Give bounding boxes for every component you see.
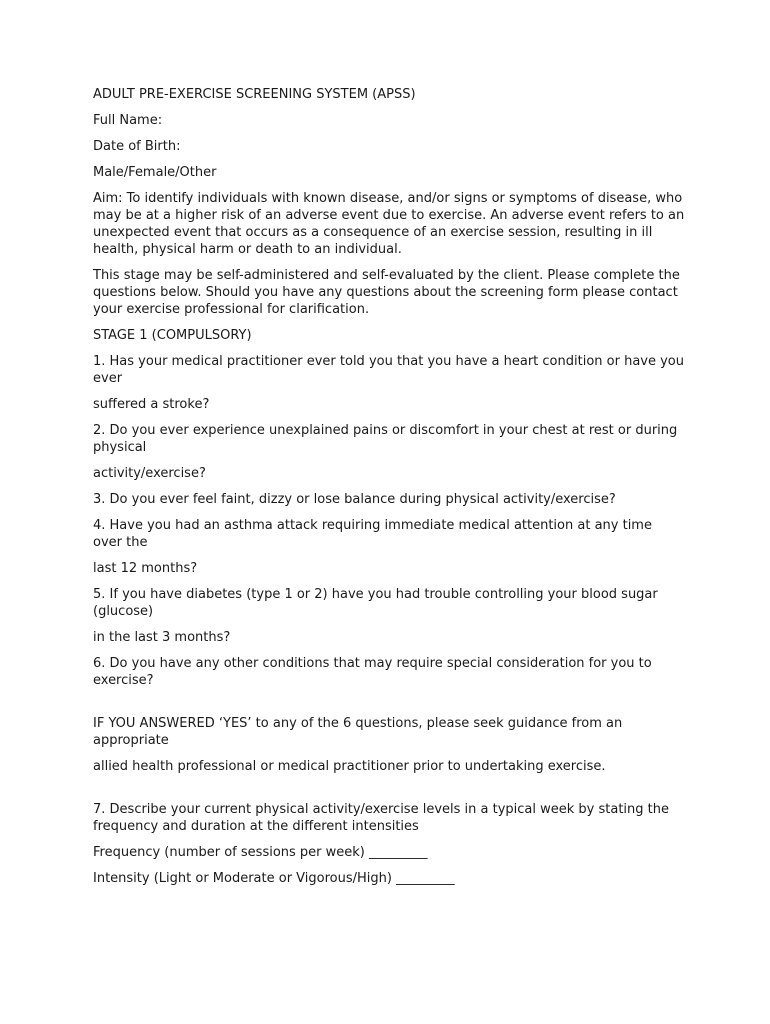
gender-label: Male/Female/Other	[93, 165, 217, 180]
spacer	[93, 698, 685, 715]
question-7: 7. Describe your current physical activity/exercise levels in a typical week by stating the frequency and duration at the different intensities	[93, 802, 669, 834]
question-2-continued: activity/exercise?	[93, 466, 206, 481]
document-page	[93, 86, 685, 896]
yes-notice-continued: allied health professional or medical practitioner prior to undertaking exercise.	[93, 759, 606, 774]
question-1: 1. Has your medical practitioner ever told you that you have a heart condition or have you ever	[93, 354, 684, 386]
aim-paragraph: Aim: To identify individuals with known disease, and/or signs or symptoms of disease, who may be at a higher risk of an adverse event due to exercise. An adverse event refers to an unexpected event that occurs as a consequence of an exercise session, resulting in ill health, physical harm or death to an individual.	[93, 191, 685, 257]
dob-label: Date of Birth:	[93, 139, 181, 154]
question-1-continued: suffered a stroke?	[93, 397, 210, 412]
question-4: 4. Have you had an asthma attack requiring immediate medical attention at any time over the	[93, 518, 652, 550]
spacer	[93, 784, 685, 801]
intro-paragraph: This stage may be self-administered and self-evaluated by the client. Please complete the questions below. Should you have any questions about the screening form please contact your exercise professional for clarification.	[93, 268, 680, 317]
full-name-label: Full Name:	[93, 113, 163, 128]
yes-notice: IF YOU ANSWERED ‘YES’ to any of the 6 questions, please seek guidance from an appropriate	[93, 716, 623, 748]
intensity-field-line: Intensity (Light or Moderate or Vigorous/High) _________	[93, 871, 455, 886]
question-4-continued: last 12 months?	[93, 561, 198, 576]
question-2: 2. Do you ever experience unexplained pains or discomfort in your chest at rest or during physical	[93, 423, 678, 455]
question-6: 6. Do you have any other conditions that may require special consideration for you to exercise?	[93, 656, 652, 688]
question-5: 5. If you have diabetes (type 1 or 2) have you had trouble controlling your blood sugar (glucose)	[93, 587, 658, 619]
stage-heading: STAGE 1 (COMPULSORY)	[93, 328, 252, 343]
question-5-continued: in the last 3 months?	[93, 630, 231, 645]
frequency-field-line: Frequency (number of sessions per week) _________	[93, 845, 428, 860]
document-title: ADULT PRE-EXERCISE SCREENING SYSTEM (APSS)	[93, 87, 416, 102]
question-3: 3. Do you ever feel faint, dizzy or lose balance during physical activity/exercise?	[93, 492, 616, 507]
